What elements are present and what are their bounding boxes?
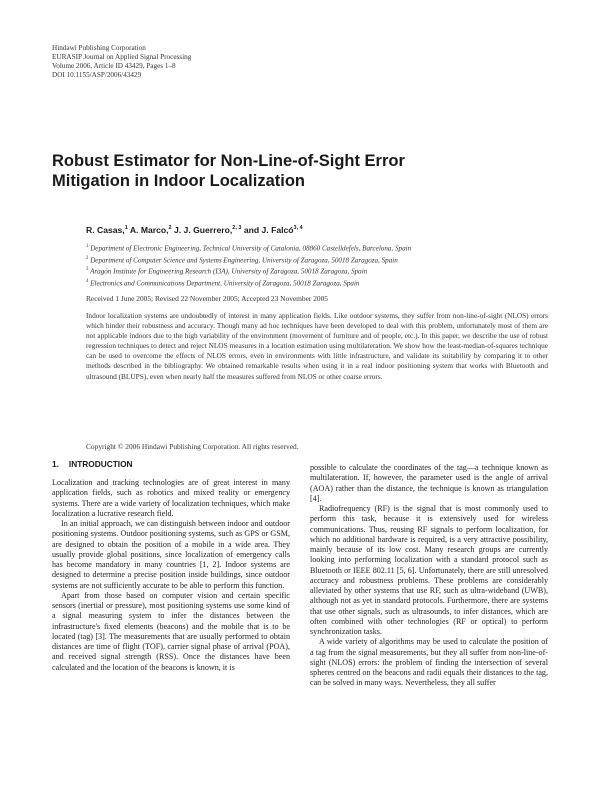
- author-affil-mark: 3, 4: [293, 225, 303, 232]
- publisher-line: Hindawi Publishing Corporation: [52, 44, 146, 52]
- received-dates: Received 1 June 2005; Revised 22 November 2005; Accepted 23 November 2005: [86, 294, 328, 303]
- title-line-1: Robust Estimator for Non-Line-of-Sight Error: [52, 152, 405, 170]
- journal-header: [52, 44, 191, 80]
- author-name: and J. Falcó: [243, 225, 294, 235]
- paragraph: In an initial approach, we can distinguish between indoor and outdoor positioning systems. Outdoor positioning systems, such as GPS or GSM, are designed to obtain the position of a mobile in a wide area. They usually provide global positions, since localization of emergency calls has become mandatory in many countries [1, 2]. Indoor systems are designed to determine a precise position inside buildings, since outdoor systems are not sufficiently accurate to be able to perform this function.: [52, 519, 290, 590]
- section-heading: [52, 459, 133, 469]
- abstract: Indoor localization systems are undoubtedly of interest in many application fields. Like outdoor systems, they suffer from non-line-of-sight (NLOS) errors which hinder their robustness and accuracy. Though many ad hoc techniques have been developed to deal with this problem, unfortunately most of them are not applicable indoors due to the high variability of the environment (movement of furniture and of people, etc.). In this paper, we describe the use of robust regression techniques to detect and reject NLOS measures in a location estimation using multilateration. We show how the least-median-of-squares technique can be used to overcome the effects of NLOS errors, even in environments with little infrastructure, and validate its suitability by comparing it to other methods described in the bibliography. We obtained remarkable results when using it in a real indoor positioning system that works with Bluetooth and ultrasound (BLUPS), even when nearly half the measures suffered from NLOS or other coarse errors.: [86, 311, 548, 381]
- affiliations: [86, 242, 411, 289]
- affil-mark: 2: [86, 255, 89, 261]
- affiliation-line: [86, 254, 411, 266]
- paragraph: possible to calculate the coordinates of the tag—a technique known as multilateration. If, however, the parameter used is the angle of arrival (AOA) rather than the distance, the technique is known as triangulation [4].: [310, 463, 548, 503]
- affiliation-line: [86, 242, 411, 254]
- section-number: 1.: [52, 459, 59, 469]
- author-name: J. J. Guerrero,: [173, 225, 233, 235]
- author-name: A. Marco,: [129, 225, 169, 235]
- affiliation-line: [86, 265, 411, 277]
- right-column: [310, 463, 548, 689]
- author-affil-mark: 1: [124, 225, 128, 232]
- affiliation-line: [86, 277, 411, 289]
- paragraph: Localization and tracking technologies are of great interest in many application fields, such as robotics and mixed reality or emergency systems. There are a wide variety of localization techniques, which make localization a lucrative research field.: [52, 478, 290, 518]
- author-affil-mark: 2: [168, 225, 172, 232]
- author-name: R. Casas,: [86, 225, 125, 235]
- author-affil-mark: 2, 3: [232, 225, 242, 232]
- paragraph: Radiofrequency (RF) is the signal that is most commonly used to perform this task, because it is extensively used for wireless communications. Thus, reusing RF signals to perform localization, for which no additional hardware is required, is a very attractive possibility, mainly because of its low cost. Many research groups are currently looking into performing localization with a standard protocol such as Bluetooth or IEEE 802.11 [5, 6]. Unfortunately, there are still unresolved accuracy and robustness problems. These problems are considerably alleviated by other systems that use RF, such as ultra-wideband (UWB), although not as yet in standard protocols. Furthermore, there are systems that use other signals, such as ultrasounds, to infer distances, which are often combined with other technologies (RF or optical) to perform synchronization tasks.: [310, 504, 548, 636]
- copyright-notice: Copyright © 2006 Hindawi Publishing Corporation. All rights reserved.: [86, 442, 299, 451]
- journal-line: EURASIP Journal on Applied Signal Processing: [52, 53, 192, 61]
- affil-mark: 3: [86, 267, 89, 273]
- section-title: INTRODUCTION: [68, 459, 133, 469]
- left-column: [52, 478, 290, 673]
- affil-text: Aragón Institute for Engineering Research (I3A), University of Zaragoza, 50018 Zaragoza, Spain: [90, 267, 368, 276]
- paragraph: Apart from those based on computer vision and certain specific sensors (inertial or pressure), most positioning systems use some kind of a signal measuring system to infer the distances between the infrastructure's fixed elements (beacons) and the mobile that is to be located (tag) [3]. The measurements that are usually performed to obtain distances are time of flight (TOF), carrier signal phase of arrival (POA), and received signal strength (RSS). Once the distances have been calculated and the location of the beacons is known, it is: [52, 590, 290, 672]
- affil-mark: 4: [86, 278, 89, 284]
- title-line-2: Mitigation in Indoor Localization: [52, 172, 305, 190]
- affil-text: Department of Electronic Engineering, Technical University of Catalonia, 08860 Castelldefels, Barcelona, Spain: [90, 244, 412, 253]
- paragraph: A wide variety of algorithms may be used to calculate the position of a tag from the signal measurements, but they all suffer from non-line-of-sight (NLOS) errors: the problem of finding the intersection of several spheres centred on the beacons and radii equals their distances to the tag, can be solved in many ways. Nevertheless, they all suffer: [310, 637, 548, 688]
- author-list: [86, 225, 303, 235]
- volume-line: Volume 2006, Article ID 43429, Pages 1–8: [52, 62, 176, 70]
- affil-text: Department of Computer Science and Systems Engineering, University of Zaragoza, 50018 Zaragoza, Spain: [90, 256, 398, 265]
- affil-text: Electronics and Communications Department, University of Zaragoza, 50018 Zaragoza, Spain: [90, 279, 360, 288]
- doi-line: DOI 10.1155/ASP/2006/43429: [52, 71, 142, 79]
- affil-mark: 1: [86, 244, 89, 249]
- paper-title: [52, 151, 552, 191]
